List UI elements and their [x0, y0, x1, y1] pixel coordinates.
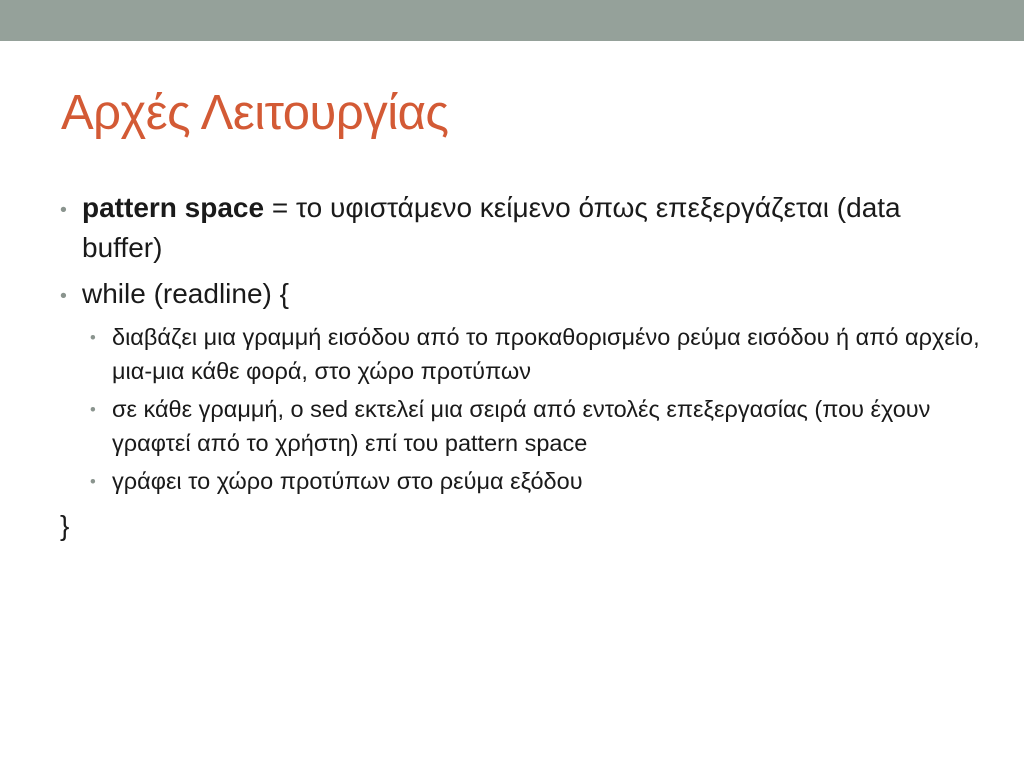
- sub-bullet-item: [90, 320, 980, 388]
- bullet-term: pattern space: [82, 192, 265, 223]
- bullet-item: [60, 274, 980, 314]
- slide-body: [60, 188, 980, 546]
- top-accent-bar: [0, 0, 1024, 41]
- sub-bullet-item: [90, 392, 980, 460]
- bullet-text: while (readline) {: [82, 278, 289, 309]
- bullet-dot-icon: •: [90, 473, 96, 491]
- bullet-item: [60, 188, 980, 268]
- closing-brace: }: [60, 510, 70, 541]
- sub-bullet-text: σε κάθε γραμμή, ο sed εκτελεί μια σειρά από εντολές επεξεργασίας (που έχουν γραφτεί από το χρήστη) επί του pattern space: [112, 396, 931, 456]
- sub-bullet-item: [90, 464, 980, 498]
- bullet-text: = το υφιστάμενο κείμενο όπως επεξεργάζεται (data buffer): [82, 192, 901, 263]
- bullet-dot-icon: •: [60, 285, 67, 307]
- slide-title: Αρχές Λειτουργίας: [61, 86, 449, 140]
- bullet-dot-icon: •: [90, 329, 96, 347]
- sub-bullet-text: διαβάζει μια γραμμή εισόδου από το προκαθορισμένο ρεύμα εισόδου ή από αρχείο, μια-μια κάθε φορά, στο χώρο προτύπων: [112, 324, 980, 384]
- sub-bullet-text: γράφει το χώρο προτύπων στο ρεύμα εξόδου: [112, 468, 583, 494]
- bullet-dot-icon: •: [90, 401, 96, 419]
- bullet-dot-icon: •: [60, 199, 67, 221]
